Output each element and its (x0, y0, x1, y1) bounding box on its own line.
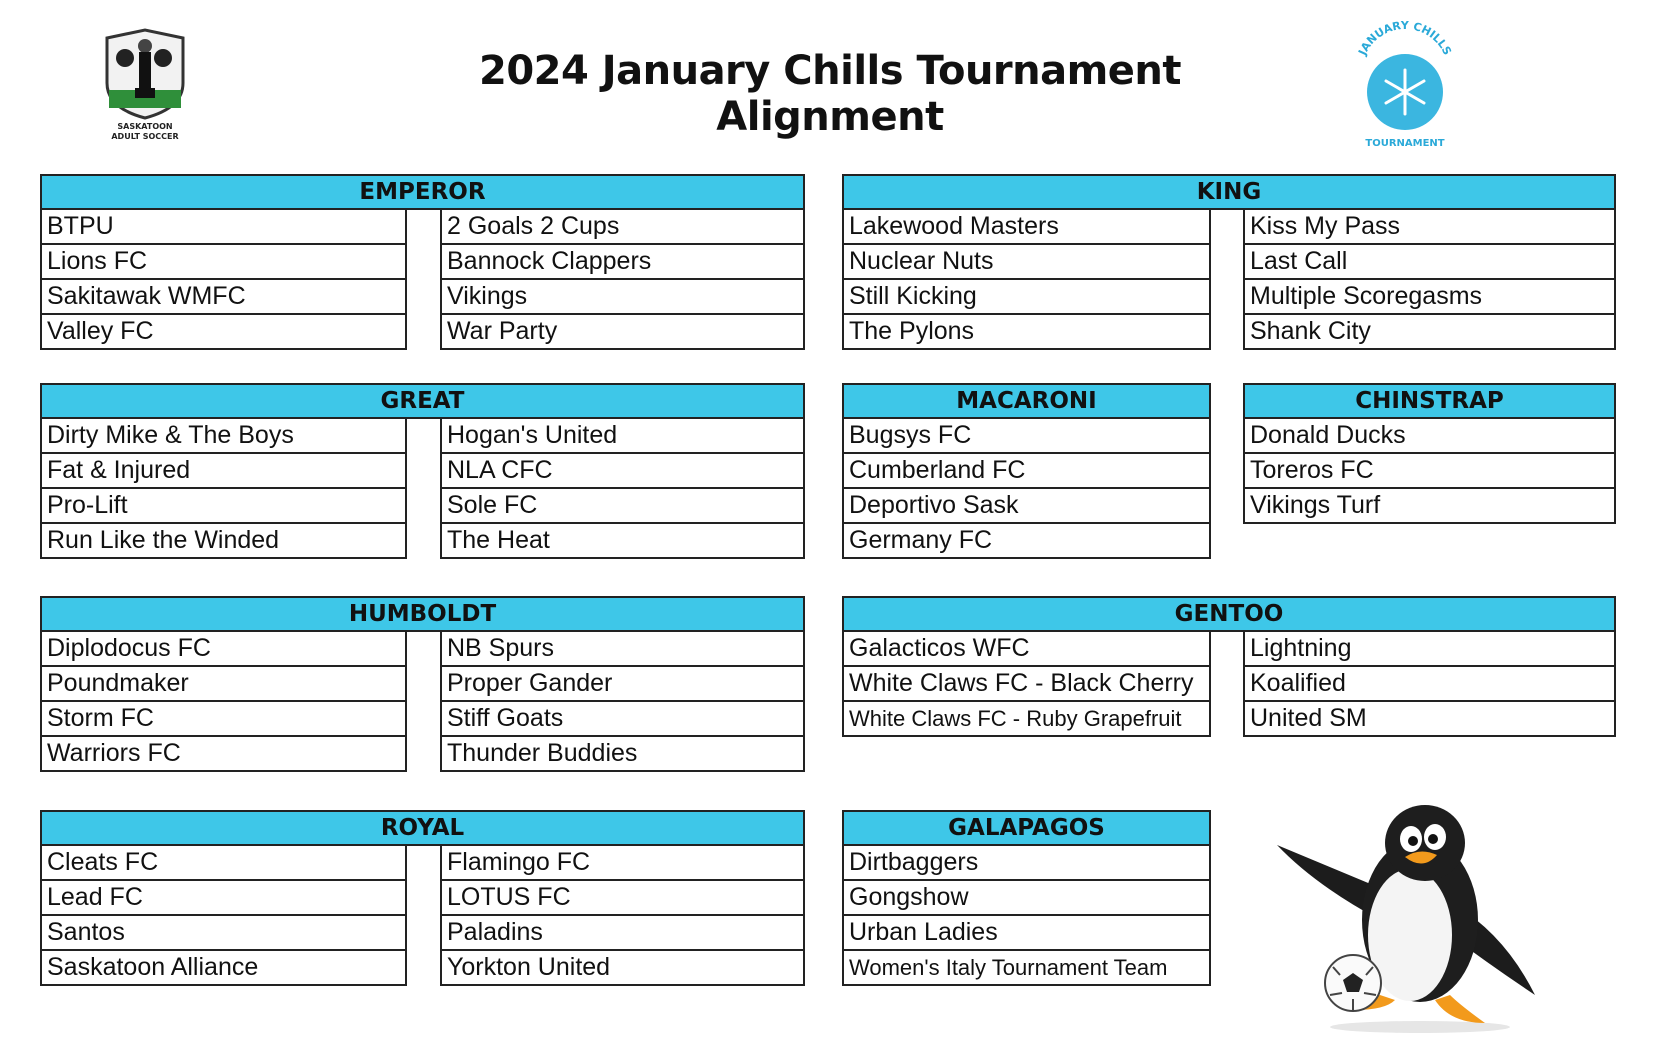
team-cell: Gongshow (842, 881, 1211, 916)
team-cell: Cleats FC (40, 846, 407, 881)
team-cell: Dirtbaggers (842, 846, 1211, 881)
group-royal (40, 810, 805, 981)
team-cell: Galacticos WFC (842, 632, 1211, 667)
team-cell: Toreros FC (1243, 454, 1616, 489)
team-cell: The Heat (440, 524, 805, 559)
team-cell: Pro-Lift (40, 489, 407, 524)
group-header: HUMBOLDT (40, 596, 805, 632)
team-cell: Germany FC (842, 524, 1211, 559)
january-chills-logo (1340, 20, 1470, 150)
group-header: GENTOO (842, 596, 1616, 632)
team-cell: Warriors FC (40, 737, 407, 772)
team-cell: Lions FC (40, 245, 407, 280)
team-cell: Santos (40, 916, 407, 951)
team-cell: Kiss My Pass (1243, 210, 1616, 245)
group-humboldt (40, 596, 805, 767)
penguin-soccer-illustration (1245, 795, 1575, 1035)
team-cell: White Claws FC - Black Cherry (842, 667, 1211, 702)
team-cell: Donald Ducks (1243, 419, 1616, 454)
team-cell: Sole FC (440, 489, 805, 524)
team-cell: Stiff Goats (440, 702, 805, 737)
team-cell: Valley FC (40, 315, 407, 350)
team-cell: Vikings Turf (1243, 489, 1616, 524)
team-cell: War Party (440, 315, 805, 350)
team-cell: Proper Gander (440, 667, 805, 702)
group-great (40, 383, 805, 554)
group-header: KING (842, 174, 1616, 210)
team-cell: Still Kicking (842, 280, 1211, 315)
team-cell: Diplodocus FC (40, 632, 407, 667)
team-cell: Hogan's United (440, 419, 805, 454)
team-cell: White Claws FC - Ruby Grapefruit (842, 702, 1211, 737)
team-cell: Last Call (1243, 245, 1616, 280)
team-cell: Deportivo Sask (842, 489, 1211, 524)
group-chinstrap (1243, 383, 1616, 524)
saskatoon-adult-soccer-logo (95, 28, 195, 148)
logo-text-line-1: SASKATOON (117, 122, 173, 131)
team-cell: Sakitawak WMFC (40, 280, 407, 315)
team-cell: Lakewood Masters (842, 210, 1211, 245)
group-header: EMPEROR (40, 174, 805, 210)
team-cell: Flamingo FC (440, 846, 805, 881)
team-cell: NLA CFC (440, 454, 805, 489)
team-cell: Koalified (1243, 667, 1616, 702)
team-cell: Lead FC (40, 881, 407, 916)
team-cell: Nuclear Nuts (842, 245, 1211, 280)
team-cell: Lightning (1243, 632, 1616, 667)
team-cell: Bannock Clappers (440, 245, 805, 280)
group-header: CHINSTRAP (1243, 383, 1616, 419)
logo-bottom-text: TOURNAMENT (1365, 138, 1445, 149)
team-cell: United SM (1243, 702, 1616, 737)
logo-arc-text: JANUARY CHILLS (1355, 20, 1454, 58)
group-header: ROYAL (40, 810, 805, 846)
page-title: 2024 January Chills Tournament Alignment (478, 48, 1182, 140)
team-cell: Storm FC (40, 702, 407, 737)
group-king (842, 174, 1616, 345)
team-cell: Yorkton United (440, 951, 805, 986)
group-header: GREAT (40, 383, 805, 419)
group-macaroni (842, 383, 1211, 559)
team-cell: Multiple Scoregasms (1243, 280, 1616, 315)
team-cell: Bugsys FC (842, 419, 1211, 454)
team-cell: Cumberland FC (842, 454, 1211, 489)
team-cell: Dirty Mike & The Boys (40, 419, 407, 454)
team-cell: Thunder Buddies (440, 737, 805, 772)
team-cell: Fat & Injured (40, 454, 407, 489)
team-cell: Poundmaker (40, 667, 407, 702)
svg-text:JANUARY CHILLS (1356, 20, 1454, 58)
team-cell: 2 Goals 2 Cups (440, 210, 805, 245)
team-cell: LOTUS FC (440, 881, 805, 916)
team-cell: Run Like the Winded (40, 524, 407, 559)
team-cell: Paladins (440, 916, 805, 951)
team-cell: NB Spurs (440, 632, 805, 667)
group-emperor (40, 174, 805, 345)
group-gentoo (842, 596, 1616, 732)
team-cell: Vikings (440, 280, 805, 315)
team-cell: Saskatoon Alliance (40, 951, 407, 986)
team-cell: Women's Italy Tournament Team (842, 951, 1211, 986)
team-cell: The Pylons (842, 315, 1211, 350)
team-cell: Urban Ladies (842, 916, 1211, 951)
team-cell: Shank City (1243, 315, 1616, 350)
group-header: MACARONI (842, 383, 1211, 419)
group-galapagos (842, 810, 1211, 986)
team-cell: BTPU (40, 210, 407, 245)
group-header: GALAPAGOS (842, 810, 1211, 846)
logo-text-line-2: ADULT SOCCER (111, 132, 179, 141)
